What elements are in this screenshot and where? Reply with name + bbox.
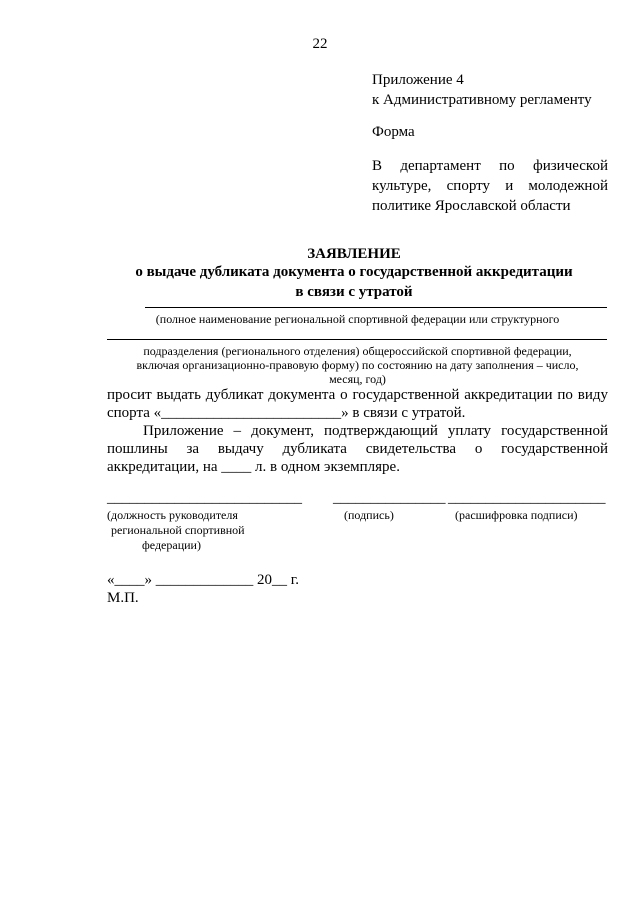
federation-caption-line-3: включая организационно-правовую форму) по состоянию на дату заполнения – число, (136, 358, 579, 372)
signature-decoding-field[interactable]: _____________________ (448, 490, 606, 506)
appendix-reference (372, 70, 608, 110)
federation-name-caption-2 (107, 344, 608, 386)
position-caption-line-2: региональной спортивной (111, 523, 245, 537)
position-caption-line-3: федерации) (142, 538, 201, 552)
federation-name-field-line-1[interactable] (145, 307, 607, 308)
attachment-paragraph (107, 422, 608, 476)
document-title: ЗАЯВЛЕНИЕ (307, 246, 401, 262)
request-paragraph (107, 386, 608, 422)
stamp-label: М.П. (107, 590, 139, 606)
position-caption (107, 508, 287, 553)
signature-caption: (подпись) (344, 508, 394, 522)
attachment-line-1: Приложение – документ, подтверждающий уплату государственной (143, 423, 608, 439)
subtitle-line-2: в связи с утратой (295, 284, 413, 300)
request-line-2: спорта «________________________» в связи с утратой. (107, 405, 466, 421)
signature-decoding-caption: (расшифровка подписи) (455, 508, 578, 522)
signature-field[interactable]: _______________ (333, 490, 446, 506)
attachment-line-3: аккредитации, на ____ л. в одном экземпляре. (107, 459, 400, 475)
form-label: Форма (372, 124, 415, 140)
federation-name-field-line-2[interactable] (107, 339, 607, 340)
federation-caption-line-2: подразделения (регионального отделения) общероссийской спортивной федерации, (143, 344, 572, 358)
document-subtitle (100, 262, 608, 302)
federation-name-caption-1: (полное наименование региональной спортивной федерации или структурного (155, 312, 560, 326)
position-field[interactable]: __________________________ (107, 490, 302, 506)
appendix-regulation: к Административному регламенту (372, 92, 592, 108)
request-line-1: просит выдать дубликат документа о государственной аккредитации по виду (107, 387, 608, 403)
page-number: 22 (312, 36, 328, 52)
recipient-address: В департамент по физической культуре, спорту и молодежной политике Ярославской области (372, 158, 608, 214)
position-caption-line-1: (должность руководителя (107, 508, 238, 522)
federation-caption-line-4: месяц, год) (329, 372, 386, 386)
subtitle-line-1: о выдаче дубликата документа о государственной аккредитации (135, 264, 573, 280)
appendix-number: Приложение 4 (372, 72, 464, 88)
date-field[interactable]: «____» _____________ 20__ г. (107, 572, 299, 588)
attachment-line-2: пошлины за выдачу дубликата свидетельства о государственной (107, 441, 608, 457)
